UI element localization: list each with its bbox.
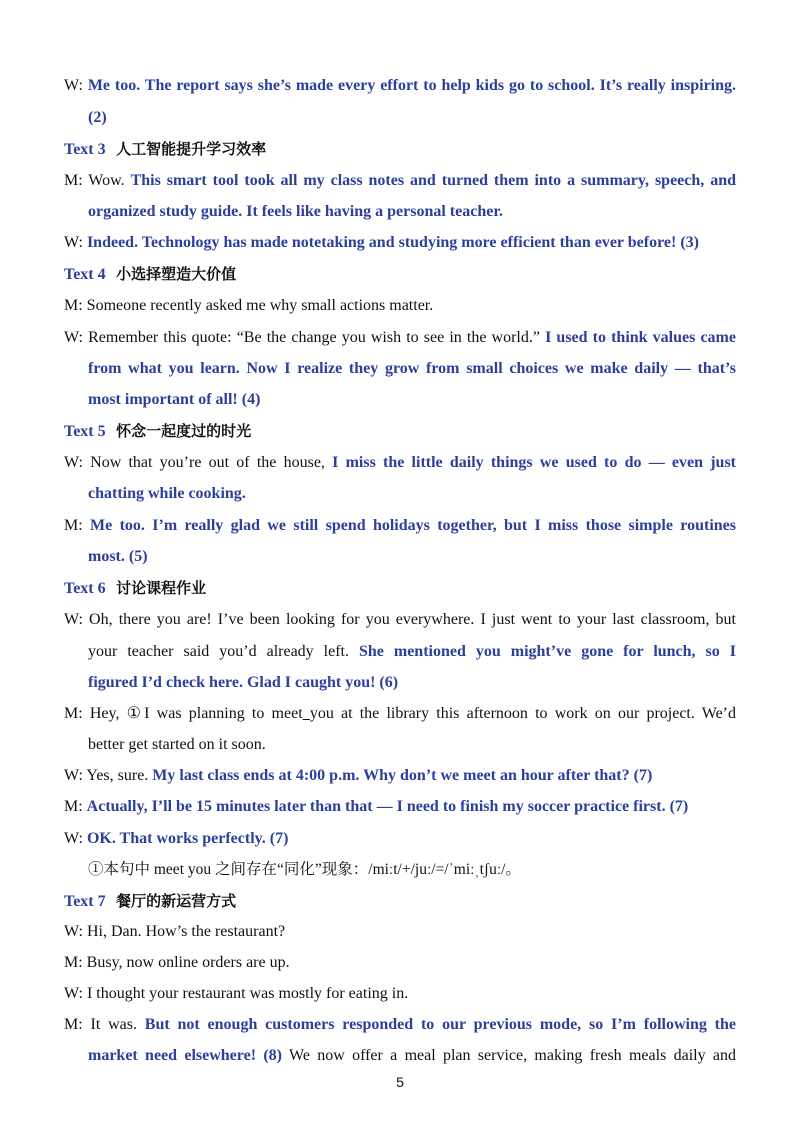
dialogue-line xyxy=(88,733,736,757)
underlined-space xyxy=(303,705,310,722)
dialogue-line xyxy=(64,74,736,98)
dialogue-line xyxy=(64,827,736,851)
dialogue-line xyxy=(88,106,736,130)
highlighted-text: organized study guide. It feels like having a personal teacher. xyxy=(88,203,503,220)
footnote xyxy=(88,858,736,882)
dialogue-line xyxy=(64,702,736,726)
highlighted-text: My last class ends at 4:00 p.m. Why don’t we meet an hour after that? (7) xyxy=(152,767,653,784)
highlighted-text: This smart tool took all my class notes and turned them into a summary, speech, and xyxy=(130,172,736,189)
highlighted-text: I miss the little daily things we used to do — even just xyxy=(332,454,736,471)
plain-text: W: Remember this quote: “Be the change you wish to see in the world.” xyxy=(64,329,546,346)
highlighted-text: from what you learn. Now I realize they grow from small choices we make daily — that’s xyxy=(88,360,736,377)
plain-text: W: Yes, sure. xyxy=(64,767,153,784)
section-heading xyxy=(64,419,736,443)
dialogue-line xyxy=(64,795,736,819)
plain-text: you at the library this afternoon to work on our project. We’d xyxy=(309,705,737,722)
plain-text: M: xyxy=(64,798,87,815)
highlighted-text: most important of all! (4) xyxy=(88,391,261,408)
dialogue-line xyxy=(88,482,736,506)
highlighted-text: Me too. I’m really glad we still spend holidays together, but I miss those simple routines xyxy=(90,517,737,534)
heading-title: 人工智能提升学习效率 xyxy=(105,140,267,158)
section-heading xyxy=(64,137,736,161)
dialogue-line xyxy=(64,294,736,318)
highlighted-text: most. (5) xyxy=(88,548,148,565)
plain-text: W: Hi, Dan. How’s the restaurant? xyxy=(64,923,286,940)
heading-title: 讨论课程作业 xyxy=(105,579,207,597)
plain-text: We now offer a meal plan service, making fresh meals daily and xyxy=(281,1047,736,1064)
highlighted-text: figured I’d check here. Glad I caught you! (6) xyxy=(88,674,399,691)
highlighted-text: She mentioned you might’ve gone for lunch, so I xyxy=(358,643,737,660)
plain-text: W: xyxy=(64,234,87,251)
heading-label: Text 3 xyxy=(64,141,106,158)
plain-text: ①本句中 meet you 之间存在“同化”现象：/miːt/+/juː/=/ˈmiːˌtʃuː/。 xyxy=(88,861,521,878)
dialogue-line xyxy=(64,764,736,788)
dialogue-line xyxy=(64,231,736,255)
heading-title: 怀念一起度过的时光 xyxy=(105,422,252,440)
highlighted-text: chatting while cooking. xyxy=(88,485,246,502)
dialogue-line xyxy=(64,326,736,350)
dialogue-line xyxy=(88,200,736,224)
plain-text: W: Oh, there you are! I’ve been looking for you everywhere. I just went to your last classroom, but xyxy=(64,611,736,628)
plain-text: your teacher said you’d already left. xyxy=(88,643,359,660)
section-heading xyxy=(64,262,736,286)
highlighted-text: Indeed. Technology has made notetaking and studying more efficient than ever before! (3) xyxy=(86,234,699,251)
heading-label: Text 4 xyxy=(64,266,106,283)
section-heading xyxy=(64,576,736,600)
heading-title: 小选择塑造大价值 xyxy=(105,265,237,283)
dialogue-line xyxy=(88,671,736,695)
dialogue-line xyxy=(64,1013,736,1037)
dialogue-line xyxy=(64,951,736,975)
plain-text: M: Busy, now online orders are up. xyxy=(64,954,290,971)
dialogue-line xyxy=(88,388,736,412)
plain-text: W: I thought your restaurant was mostly for eating in. xyxy=(64,985,409,1002)
plain-text: W: xyxy=(64,830,87,847)
dialogue-line xyxy=(88,357,736,381)
dialogue-line xyxy=(88,1044,736,1068)
plain-text: better get started on it soon. xyxy=(88,736,266,753)
plain-text: M: Someone recently asked me why small actions matter. xyxy=(64,297,434,314)
highlighted-text: But not enough customers responded to our previous mode, so I’m following the xyxy=(144,1016,737,1033)
dialogue-line xyxy=(88,640,736,664)
dialogue-line xyxy=(64,982,736,1006)
plain-text: M: Wow. xyxy=(64,172,131,189)
dialogue-line xyxy=(64,514,736,538)
heading-label: Text 7 xyxy=(64,893,106,910)
plain-text: M: Hey, ①I was planning to meet xyxy=(64,705,303,722)
dialogue-line xyxy=(64,920,736,944)
highlighted-text: OK. That works perfectly. (7) xyxy=(86,830,289,847)
heading-title: 餐厅的新运营方式 xyxy=(105,892,237,910)
highlighted-text: market need elsewhere! (8) xyxy=(88,1047,282,1064)
plain-text: W: xyxy=(64,77,88,94)
plain-text: W: Now that you’re out of the house, xyxy=(64,454,333,471)
heading-label: Text 6 xyxy=(64,580,106,597)
dialogue-line xyxy=(64,608,736,632)
page-number: 5 xyxy=(396,1074,404,1090)
plain-text: M: It was. xyxy=(64,1016,145,1033)
highlighted-text: I used to think values came xyxy=(545,329,736,346)
section-heading xyxy=(64,889,736,913)
highlighted-text: Me too. The report says she’s made every effort to help kids go to school. It’s really inspiring. xyxy=(87,77,737,94)
highlighted-text: Actually, I’ll be 15 minutes later than that — I need to finish my soccer practice first. (7) xyxy=(86,798,689,815)
dialogue-line xyxy=(64,451,736,475)
plain-text: M: xyxy=(64,517,91,534)
dialogue-line xyxy=(64,169,736,193)
highlighted-text: (2) xyxy=(88,109,107,126)
dialogue-line xyxy=(88,545,736,569)
heading-label: Text 5 xyxy=(64,423,106,440)
